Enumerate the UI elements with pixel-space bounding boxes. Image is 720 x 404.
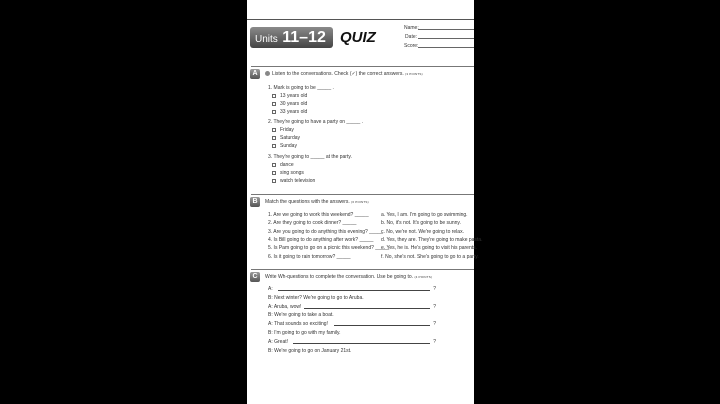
conversation-line bbox=[268, 312, 438, 318]
match-answer: f. No, she's not. She's going to go to a party. bbox=[381, 253, 479, 260]
conversation-line bbox=[268, 330, 438, 336]
answer-option[interactable] bbox=[272, 143, 297, 149]
question-mark: ? bbox=[433, 303, 436, 310]
units-badge bbox=[250, 27, 333, 48]
answer-blank[interactable] bbox=[304, 304, 430, 309]
match-question: 1. Are we going to work this weekend? _____ bbox=[268, 212, 369, 218]
answer-blank[interactable] bbox=[334, 321, 430, 326]
conversation-line[interactable] bbox=[268, 286, 438, 292]
conversation-line bbox=[268, 348, 438, 354]
option-label: Friday bbox=[280, 127, 294, 133]
conversation-line bbox=[268, 295, 438, 301]
answer-option[interactable] bbox=[272, 178, 315, 184]
line-text: A: That sounds so exciting! bbox=[268, 321, 328, 328]
top-rule bbox=[247, 19, 474, 20]
line-text: B: We're going to take a boat. bbox=[268, 312, 334, 319]
checkbox[interactable] bbox=[272, 102, 276, 106]
checkbox[interactable] bbox=[272, 94, 276, 98]
header-fields bbox=[404, 24, 417, 51]
answer-blank[interactable] bbox=[293, 339, 430, 344]
checkbox[interactable] bbox=[272, 144, 276, 148]
option-label: Sunday bbox=[280, 143, 297, 149]
conversation-line[interactable] bbox=[268, 321, 438, 327]
section-a-rule bbox=[251, 66, 474, 67]
question-mark: ? bbox=[433, 321, 436, 328]
question-prompt: 1. Mark is going to be _____ . bbox=[268, 85, 334, 91]
section-c-rule bbox=[251, 269, 474, 270]
question-mark: ? bbox=[433, 286, 436, 292]
option-label: 13 years old bbox=[280, 93, 308, 99]
match-question: 2. Are they going to cook dinner? _____ bbox=[268, 220, 357, 227]
option-label: watch television bbox=[280, 178, 316, 184]
match-question: 5. Is Pam going to go on a picnic this weekend? _____ bbox=[268, 245, 390, 252]
answer-option[interactable] bbox=[272, 93, 307, 99]
match-answer: b. No, it's not. It's going to be sunny. bbox=[381, 220, 461, 227]
quiz-title: QUIZ bbox=[340, 29, 376, 46]
question-mark: ? bbox=[433, 338, 436, 345]
line-text: B: We're going to go on January 21st. bbox=[268, 347, 352, 354]
line-text: A: Aruba, wow! bbox=[268, 303, 302, 310]
match-answer: c. No, we're not. We're going to relax. bbox=[381, 228, 464, 235]
option-label: dance bbox=[280, 162, 294, 168]
checkbox[interactable] bbox=[272, 110, 276, 114]
match-answer: a. Yes, I am. I'm going to go swimming. bbox=[381, 212, 468, 218]
line-text: A: Great! bbox=[268, 338, 289, 345]
match-question: 4. Is Bill going to do anything after work? _____ bbox=[268, 236, 374, 243]
checkbox[interactable] bbox=[272, 128, 276, 132]
section-a-badge: A bbox=[250, 69, 260, 79]
audio-icon bbox=[265, 71, 270, 76]
checkbox[interactable] bbox=[272, 163, 276, 167]
answer-option[interactable] bbox=[272, 127, 294, 133]
answer-option[interactable] bbox=[272, 135, 300, 141]
date-field[interactable] bbox=[418, 38, 474, 39]
answer-option[interactable] bbox=[272, 162, 294, 168]
line-text: B: Next winter? We're going to go to Aruba. bbox=[268, 294, 364, 301]
units-number: 11–12 bbox=[282, 29, 326, 46]
name-label: Name: bbox=[404, 25, 419, 31]
answer-option[interactable] bbox=[272, 170, 304, 176]
answer-option[interactable] bbox=[272, 101, 307, 107]
match-answer: e. Yes, he is. He's going to visit his parents. bbox=[381, 245, 478, 252]
line-text: B: I'm going to go with my family. bbox=[268, 330, 341, 336]
section-b-instruction: Match the questions with the answers. (6 POINTS) bbox=[265, 199, 369, 205]
match-question: 6. Is it going to rain tomorrow? _____ bbox=[268, 253, 351, 260]
checkbox[interactable] bbox=[272, 171, 276, 175]
option-label: 30 years old bbox=[280, 101, 308, 107]
line-text: A: bbox=[268, 286, 273, 292]
section-b-rule bbox=[251, 194, 474, 195]
match-question: 3. Are you going to do anything this evening? _____ bbox=[268, 228, 384, 235]
question-prompt: 3. They're going to _____ at the party. bbox=[268, 154, 352, 160]
option-label: Saturday bbox=[280, 135, 301, 141]
conversation-line[interactable] bbox=[268, 304, 438, 310]
score-label: Score: bbox=[404, 43, 419, 49]
score-field[interactable] bbox=[418, 47, 474, 48]
section-a-instruction: Listen to the conversations. Check (✓) the correct answers. (3 POINTS) bbox=[265, 71, 423, 77]
checkbox[interactable] bbox=[272, 136, 276, 140]
answer-blank[interactable] bbox=[278, 286, 430, 291]
section-c-badge: C bbox=[250, 272, 260, 282]
answer-option[interactable] bbox=[272, 109, 307, 115]
quiz-page bbox=[247, 0, 483, 404]
option-label: 33 years old bbox=[280, 109, 308, 115]
section-c-instruction: Write Wh-questions to complete the conversation. Use be going to. (4 POINTS) bbox=[265, 274, 433, 280]
option-label: sing songs bbox=[280, 170, 304, 176]
match-answer: d. Yes, they are. They're going to make pasta. bbox=[381, 236, 483, 243]
checkbox[interactable] bbox=[272, 179, 276, 183]
date-label: Date: bbox=[405, 34, 417, 40]
section-b-badge: B bbox=[250, 197, 260, 207]
units-label: Units bbox=[255, 34, 278, 45]
conversation-line[interactable] bbox=[268, 339, 438, 345]
name-field[interactable] bbox=[418, 29, 474, 30]
question-prompt: 2. They're going to have a party on _____ . bbox=[268, 119, 364, 125]
